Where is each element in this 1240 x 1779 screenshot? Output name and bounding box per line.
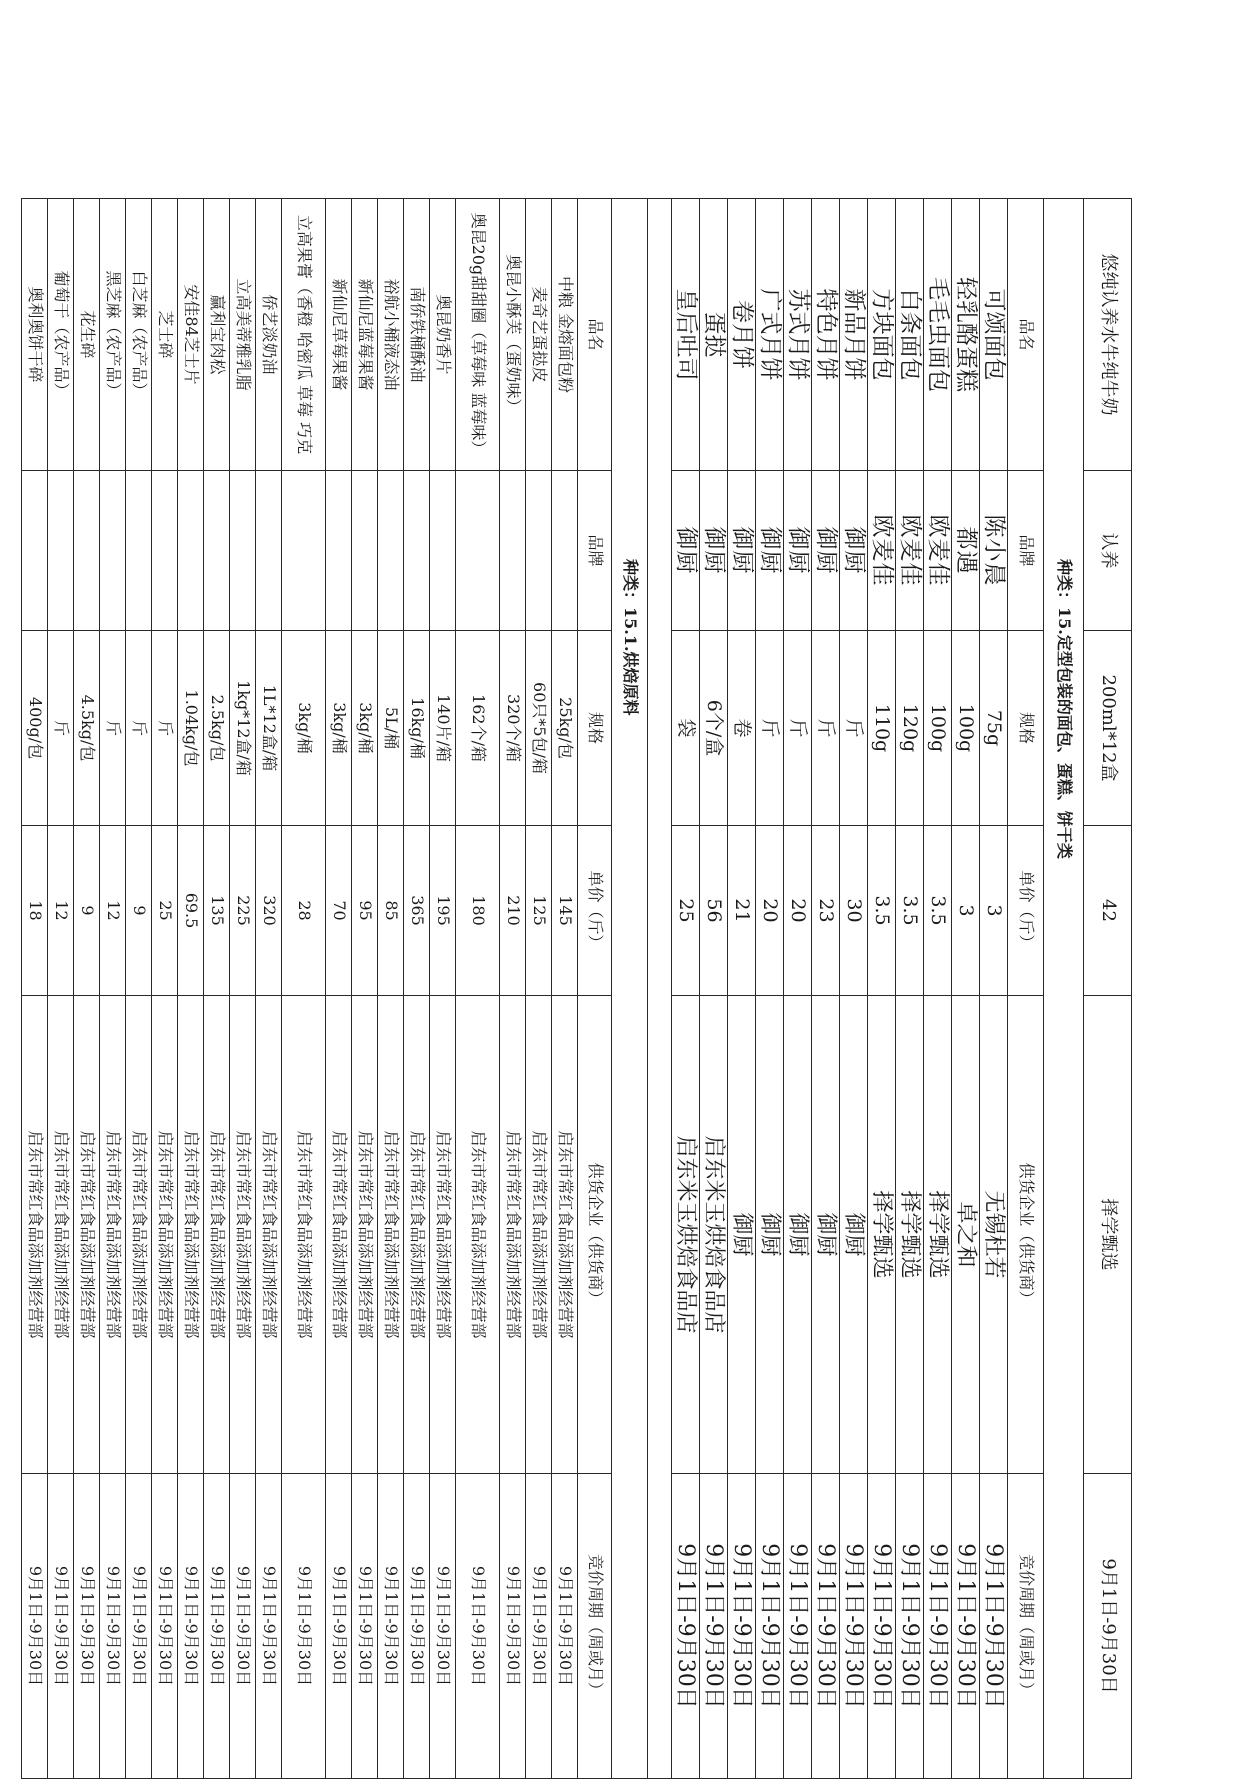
item-spec: 100g xyxy=(924,631,952,826)
item-brand: 都遇 xyxy=(952,471,980,631)
item-cycle: 9月1日-9月30日 xyxy=(526,1474,552,1779)
item-brand: 御厨 xyxy=(728,471,756,631)
item-brand xyxy=(22,471,48,631)
item-brand xyxy=(282,471,326,631)
item-cycle: 9月1日-9月30日 xyxy=(728,1474,756,1779)
item-cycle: 9月1日-9月30日 xyxy=(74,1474,100,1779)
item-name: 特色月饼 xyxy=(812,199,840,471)
item-name: 芝士碎 xyxy=(152,199,178,471)
item-price: 20 xyxy=(784,826,812,996)
table-row xyxy=(456,199,500,1779)
item-supplier: 启东市常红食品添加剂经营部 xyxy=(204,996,230,1474)
item-supplier: 御厨 xyxy=(784,996,812,1474)
price-table-body xyxy=(22,199,1132,1779)
item-supplier: 择学甄选 xyxy=(924,996,952,1474)
item-name: 裕航小桶液态油 xyxy=(378,199,404,471)
item-brand xyxy=(404,471,430,631)
top-row-supplier: 择学甄选 xyxy=(1084,996,1132,1474)
item-spec: 斤 xyxy=(840,631,868,826)
item-price: 125 xyxy=(526,826,552,996)
item-brand xyxy=(100,471,126,631)
item-price: 25 xyxy=(672,826,700,996)
section1-title: 种类：15.定型包装的面包、蛋糕、饼干类 xyxy=(1044,199,1084,1779)
item-brand: 欧麦佳 xyxy=(868,471,896,631)
item-cycle: 9月1日-9月30日 xyxy=(552,1474,578,1779)
item-spec: 162个/箱 xyxy=(456,631,500,826)
item-price: 145 xyxy=(552,826,578,996)
header-cycle: 竞价周期（周或月） xyxy=(578,1474,612,1779)
table-row xyxy=(100,199,126,1779)
item-brand xyxy=(256,471,282,631)
item-price: 69.5 xyxy=(178,826,204,996)
item-brand xyxy=(326,471,352,631)
item-supplier: 启东市常红食品添加剂经营部 xyxy=(256,996,282,1474)
item-supplier: 启东市常红食品添加剂经营部 xyxy=(100,996,126,1474)
item-brand: 御厨 xyxy=(784,471,812,631)
item-price: 12 xyxy=(48,826,74,996)
item-name: 白条面包 xyxy=(896,199,924,471)
item-price: 30 xyxy=(840,826,868,996)
top-row xyxy=(1084,199,1132,1779)
item-spec: 100g xyxy=(952,631,980,826)
item-price: 180 xyxy=(456,826,500,996)
item-spec: 110g xyxy=(868,631,896,826)
section1-header-row xyxy=(1008,199,1044,1779)
item-brand xyxy=(204,471,230,631)
item-spec: 140片/箱 xyxy=(430,631,456,826)
item-name: 奥利奥饼干碎 xyxy=(22,199,48,471)
item-price: 28 xyxy=(282,826,326,996)
header-price: 单价（斤） xyxy=(1008,826,1044,996)
item-spec: 斤 xyxy=(126,631,152,826)
item-supplier: 择学甄选 xyxy=(868,996,896,1474)
item-spec: 斤 xyxy=(152,631,178,826)
item-name: 奥昆奶香片 xyxy=(430,199,456,471)
item-price: 20 xyxy=(756,826,784,996)
item-supplier: 启东市常红食品添加剂经营部 xyxy=(126,996,152,1474)
item-cycle: 9月1日-9月30日 xyxy=(352,1474,378,1779)
item-brand: 欧麦佳 xyxy=(896,471,924,631)
item-brand xyxy=(126,471,152,631)
item-cycle: 9月1日-9月30日 xyxy=(48,1474,74,1779)
header-price: 单价（斤） xyxy=(578,826,612,996)
item-brand xyxy=(74,471,100,631)
item-cycle: 9月1日-9月30日 xyxy=(812,1474,840,1779)
header-name: 品名 xyxy=(1008,199,1044,471)
item-spec: 5L/桶 xyxy=(378,631,404,826)
table-row xyxy=(74,199,100,1779)
item-spec: 斤 xyxy=(48,631,74,826)
item-supplier: 启东市常红食品添加剂经营部 xyxy=(456,996,500,1474)
item-name: 葡萄干（农产品） xyxy=(48,199,74,471)
item-name: 方块面包 xyxy=(868,199,896,471)
item-cycle: 9月1日-9月30日 xyxy=(204,1474,230,1779)
item-cycle: 9月1日-9月30日 xyxy=(896,1474,924,1779)
table-row xyxy=(256,199,282,1779)
item-brand: 御厨 xyxy=(700,471,728,631)
item-cycle: 9月1日-9月30日 xyxy=(868,1474,896,1779)
item-price: 25 xyxy=(152,826,178,996)
item-cycle: 9月1日-9月30日 xyxy=(952,1474,980,1779)
item-name: 新品月饼 xyxy=(840,199,868,471)
item-cycle: 9月1日-9月30日 xyxy=(924,1474,952,1779)
item-cycle: 9月1日-9月30日 xyxy=(430,1474,456,1779)
item-price: 9 xyxy=(74,826,100,996)
item-supplier: 御厨 xyxy=(812,996,840,1474)
item-brand xyxy=(378,471,404,631)
item-name: 皇后吐司 xyxy=(672,199,700,471)
item-brand: 陈小晨 xyxy=(980,471,1008,631)
item-spec: 3kg/桶 xyxy=(282,631,326,826)
header-spec: 规格 xyxy=(578,631,612,826)
table-row xyxy=(672,199,700,1779)
item-spec: 1.04kg/包 xyxy=(178,631,204,826)
item-spec: 75g xyxy=(980,631,1008,826)
item-supplier: 无锡杜若 xyxy=(980,996,1008,1474)
item-name: 奥昆小酥芙（蛋奶味） xyxy=(500,199,526,471)
table-row xyxy=(378,199,404,1779)
item-cycle: 9月1日-9月30日 xyxy=(378,1474,404,1779)
item-name: 立高美蒂雅乳脂 xyxy=(230,199,256,471)
item-price: 3.5 xyxy=(896,826,924,996)
item-brand xyxy=(526,471,552,631)
header-name: 品名 xyxy=(578,199,612,471)
item-supplier: 御厨 xyxy=(756,996,784,1474)
table-row xyxy=(840,199,868,1779)
item-name: 卷月饼 xyxy=(728,199,756,471)
item-price: 320 xyxy=(256,826,282,996)
price-table xyxy=(21,198,1132,1779)
item-cycle: 9月1日-9月30日 xyxy=(840,1474,868,1779)
item-name: 轻乳酪蛋糕 xyxy=(952,199,980,471)
item-brand xyxy=(230,471,256,631)
item-name: 蛋挞 xyxy=(700,199,728,471)
top-row-price: 42 xyxy=(1084,826,1132,996)
item-price: 3 xyxy=(952,826,980,996)
item-supplier: 启东市常红食品添加剂经营部 xyxy=(48,996,74,1474)
item-name: 白芝麻（农产品） xyxy=(126,199,152,471)
item-price: 195 xyxy=(430,826,456,996)
table-row xyxy=(896,199,924,1779)
item-supplier: 御厨 xyxy=(728,996,756,1474)
table-row xyxy=(980,199,1008,1779)
table-row xyxy=(404,199,430,1779)
item-spec: 卷 xyxy=(728,631,756,826)
item-spec: 斤 xyxy=(812,631,840,826)
item-supplier: 择学甄选 xyxy=(896,996,924,1474)
item-price: 95 xyxy=(352,826,378,996)
item-spec: 400g/包 xyxy=(22,631,48,826)
item-spec: 4.5kg/包 xyxy=(74,631,100,826)
item-supplier: 启东市常红食品添加剂经营部 xyxy=(326,996,352,1474)
item-spec: 袋 xyxy=(672,631,700,826)
blank-separator xyxy=(648,199,672,1779)
table-row xyxy=(126,199,152,1779)
item-price: 225 xyxy=(230,826,256,996)
item-spec: 120g xyxy=(896,631,924,826)
item-cycle: 9月1日-9月30日 xyxy=(326,1474,352,1779)
item-spec: 3kg/桶 xyxy=(326,631,352,826)
item-supplier: 卓之和 xyxy=(952,996,980,1474)
item-spec: 1L*12盒/箱 xyxy=(256,631,282,826)
item-cycle: 9月1日-9月30日 xyxy=(404,1474,430,1779)
item-supplier: 启东市常红食品添加剂经营部 xyxy=(152,996,178,1474)
item-supplier: 启东市常红食品添加剂经营部 xyxy=(74,996,100,1474)
table-row xyxy=(756,199,784,1779)
item-brand: 御厨 xyxy=(812,471,840,631)
item-brand xyxy=(178,471,204,631)
item-cycle: 9月1日-9月30日 xyxy=(756,1474,784,1779)
item-name: 奥昆20g甜甜圈（草莓味 蓝莓味） xyxy=(456,199,500,471)
item-name: 中粮 金熔面包粉 xyxy=(552,199,578,471)
table-row xyxy=(700,199,728,1779)
item-name: 黑芝麻（农产品） xyxy=(100,199,126,471)
header-supplier: 供货企业（供货商） xyxy=(578,996,612,1474)
table-row xyxy=(152,199,178,1779)
item-supplier: 启东米玉烘焙食品店 xyxy=(672,996,700,1474)
table-row xyxy=(326,199,352,1779)
item-supplier: 启东市常红食品添加剂经营部 xyxy=(378,996,404,1474)
section1-title-row xyxy=(1044,199,1084,1779)
item-spec: 25kg/包 xyxy=(552,631,578,826)
item-price: 85 xyxy=(378,826,404,996)
item-cycle: 9月1日-9月30日 xyxy=(256,1474,282,1779)
item-supplier: 御厨 xyxy=(840,996,868,1474)
item-price: 3 xyxy=(980,826,1008,996)
item-price: 365 xyxy=(404,826,430,996)
item-brand: 御厨 xyxy=(672,471,700,631)
item-brand: 御厨 xyxy=(756,471,784,631)
table-row xyxy=(728,199,756,1779)
header-supplier: 供货企业（供货商） xyxy=(1008,996,1044,1474)
item-name: 苏式月饼 xyxy=(784,199,812,471)
item-name: 麦奇艺蛋挞皮 xyxy=(526,199,552,471)
table-row xyxy=(204,199,230,1779)
item-name: 立高果膏（香橙 哈密瓜 草莓 巧克 xyxy=(282,199,326,471)
item-spec: 斤 xyxy=(100,631,126,826)
item-supplier: 启东米玉烘焙食品店 xyxy=(700,996,728,1474)
item-cycle: 9月1日-9月30日 xyxy=(178,1474,204,1779)
section2-title: 种类：15.1.烘焙原料 xyxy=(612,199,648,1779)
item-brand xyxy=(152,471,178,631)
item-spec: 6个/盒 xyxy=(700,631,728,826)
item-spec: 斤 xyxy=(756,631,784,826)
item-price: 210 xyxy=(500,826,526,996)
item-spec: 3kg/桶 xyxy=(352,631,378,826)
item-cycle: 9月1日-9月30日 xyxy=(500,1474,526,1779)
item-price: 56 xyxy=(700,826,728,996)
table-row xyxy=(924,199,952,1779)
top-row-name: 悠纯认养水牛纯牛奶 xyxy=(1084,199,1132,471)
item-price: 3.5 xyxy=(868,826,896,996)
top-row-cycle: 9月1日-9月30日 xyxy=(1084,1474,1132,1779)
table-row xyxy=(784,199,812,1779)
item-name: 花生碎 xyxy=(74,199,100,471)
item-name: 毛毛虫面包 xyxy=(924,199,952,471)
item-supplier: 启东市常红食品添加剂经营部 xyxy=(500,996,526,1474)
table-row xyxy=(812,199,840,1779)
item-spec: 320个/箱 xyxy=(500,631,526,826)
item-name: 广式月饼 xyxy=(756,199,784,471)
section2-header-row xyxy=(578,199,612,1779)
item-brand: 御厨 xyxy=(840,471,868,631)
top-row-brand: 认养 xyxy=(1084,471,1132,631)
item-price: 21 xyxy=(728,826,756,996)
item-name: 新仙尼蓝莓果酱 xyxy=(352,199,378,471)
item-brand xyxy=(430,471,456,631)
item-cycle: 9月1日-9月30日 xyxy=(700,1474,728,1779)
item-cycle: 9月1日-9月30日 xyxy=(784,1474,812,1779)
item-supplier: 启东市常红食品添加剂经营部 xyxy=(404,996,430,1474)
table-row xyxy=(500,199,526,1779)
item-name: 赢利宝肉松 xyxy=(204,199,230,471)
item-name: 南侨铁桶酥油 xyxy=(404,199,430,471)
item-spec: 2.5kg/包 xyxy=(204,631,230,826)
item-supplier: 启东市常红食品添加剂经营部 xyxy=(22,996,48,1474)
item-supplier: 启东市常红食品添加剂经营部 xyxy=(230,996,256,1474)
item-price: 3.5 xyxy=(924,826,952,996)
table-row xyxy=(526,199,552,1779)
item-spec: 16kg/桶 xyxy=(404,631,430,826)
item-supplier: 启东市常红食品添加剂经营部 xyxy=(282,996,326,1474)
item-name: 安佳84芝士片 xyxy=(178,199,204,471)
item-spec: 60只*5包/箱 xyxy=(526,631,552,826)
item-cycle: 9月1日-9月30日 xyxy=(282,1474,326,1779)
item-price: 12 xyxy=(100,826,126,996)
table-row xyxy=(868,199,896,1779)
table-row xyxy=(22,199,48,1779)
item-supplier: 启东市常红食品添加剂经营部 xyxy=(352,996,378,1474)
blank-separator-row xyxy=(648,199,672,1779)
table-row xyxy=(552,199,578,1779)
item-name: 侨艺淡奶油 xyxy=(256,199,282,471)
item-brand: 欧麦佳 xyxy=(924,471,952,631)
table-row xyxy=(230,199,256,1779)
item-price: 70 xyxy=(326,826,352,996)
item-cycle: 9月1日-9月30日 xyxy=(230,1474,256,1779)
item-name: 可颂面包 xyxy=(980,199,1008,471)
item-brand xyxy=(456,471,500,631)
item-price: 135 xyxy=(204,826,230,996)
item-cycle: 9月1日-9月30日 xyxy=(100,1474,126,1779)
table-row xyxy=(48,199,74,1779)
item-cycle: 9月1日-9月30日 xyxy=(456,1474,500,1779)
item-supplier: 启东市常红食品添加剂经营部 xyxy=(430,996,456,1474)
header-brand: 品牌 xyxy=(1008,471,1044,631)
item-spec: 斤 xyxy=(784,631,812,826)
table-row xyxy=(178,199,204,1779)
table-row xyxy=(352,199,378,1779)
item-cycle: 9月1日-9月30日 xyxy=(980,1474,1008,1779)
header-cycle: 竞价周期（周或月） xyxy=(1008,1474,1044,1779)
section2-title-row xyxy=(612,199,648,1779)
item-price: 9 xyxy=(126,826,152,996)
item-price: 18 xyxy=(22,826,48,996)
item-cycle: 9月1日-9月30日 xyxy=(152,1474,178,1779)
item-brand xyxy=(500,471,526,631)
header-spec: 规格 xyxy=(1008,631,1044,826)
item-brand xyxy=(552,471,578,631)
item-brand xyxy=(48,471,74,631)
item-supplier: 启东市常红食品添加剂经营部 xyxy=(526,996,552,1474)
header-brand: 品牌 xyxy=(578,471,612,631)
item-supplier: 启东市常红食品添加剂经营部 xyxy=(552,996,578,1474)
rotated-table-container xyxy=(25,198,1132,1778)
item-spec: 1kg*12盒/箱 xyxy=(230,631,256,826)
top-row-spec: 200ml*12盒 xyxy=(1084,631,1132,826)
table-row xyxy=(282,199,326,1779)
item-name: 新仙尼草莓果酱 xyxy=(326,199,352,471)
table-row xyxy=(430,199,456,1779)
item-brand xyxy=(352,471,378,631)
item-cycle: 9月1日-9月30日 xyxy=(22,1474,48,1779)
item-price: 23 xyxy=(812,826,840,996)
table-row xyxy=(952,199,980,1779)
item-supplier: 启东市常红食品添加剂经营部 xyxy=(178,996,204,1474)
item-cycle: 9月1日-9月30日 xyxy=(126,1474,152,1779)
item-cycle: 9月1日-9月30日 xyxy=(672,1474,700,1779)
